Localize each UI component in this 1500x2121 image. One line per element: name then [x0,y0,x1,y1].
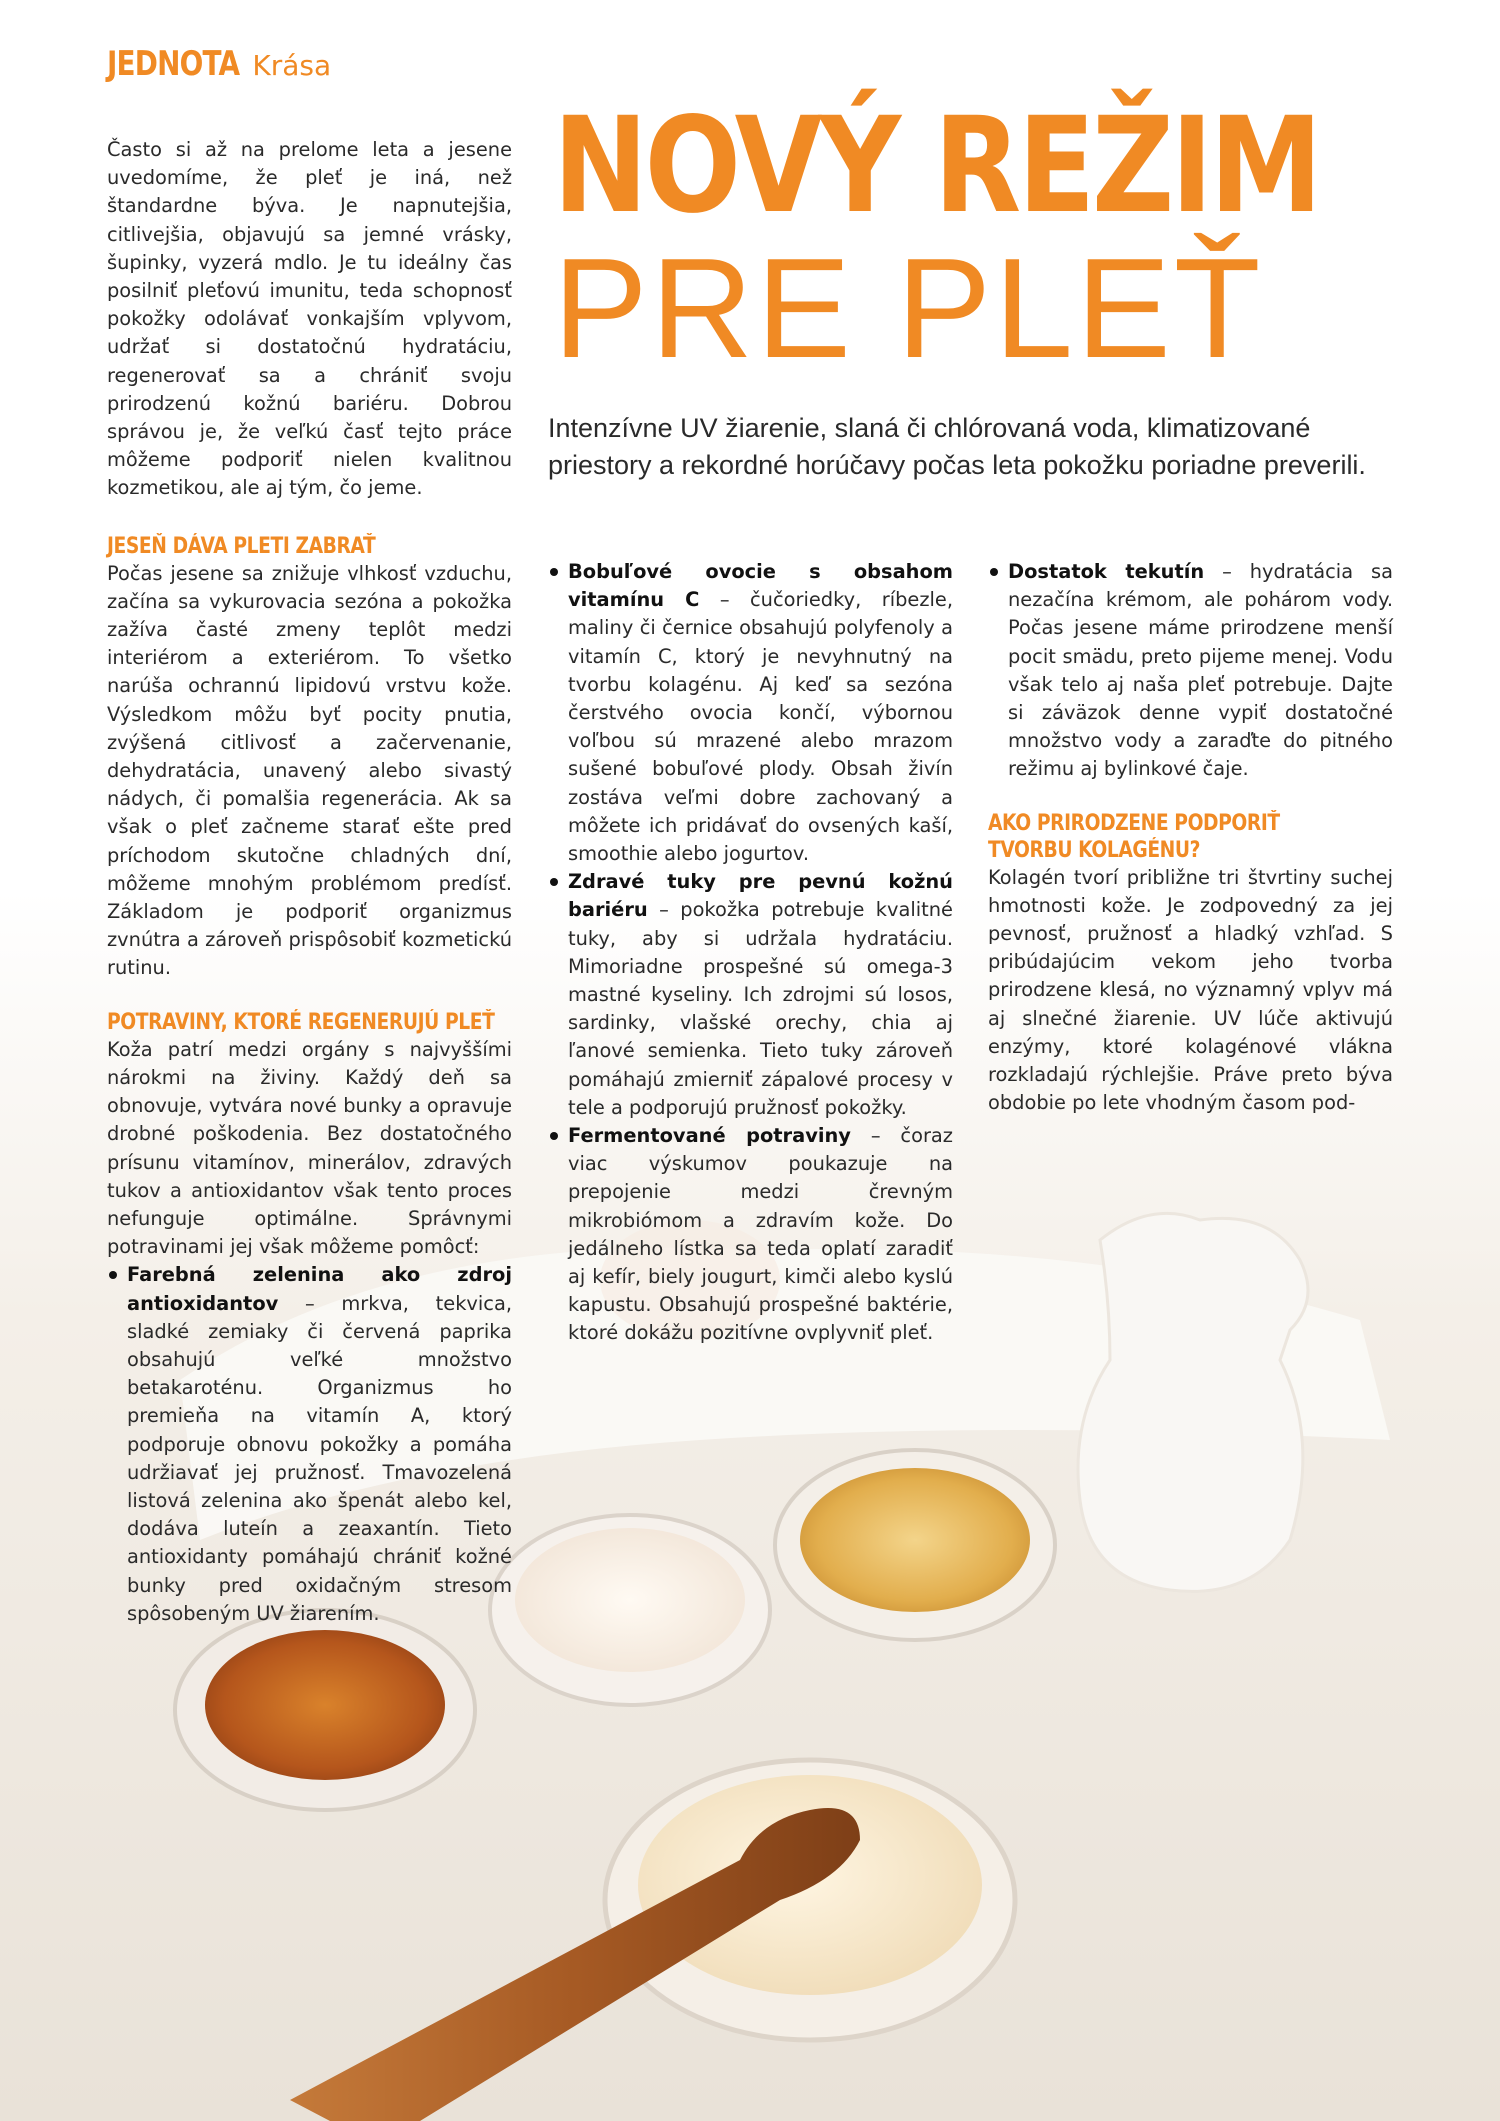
foods-list [107,1261,512,1628]
column-1 [107,136,512,1628]
magazine-header [107,44,331,84]
section-label: Krása [252,49,332,82]
list-item: Zdravé tuky pre pevnú kožnú bariéru – pokožka potrebuje kvalitné tuky, aby si udržala hydratáciu. Mimoriadne prospešné sú omega-3 mastné kyseliny. Ich zdrojmi sú losos, sardinky, vlašské orechy, chia aj ľanové semienka. Tieto tuky zároveň pomáhajú zmierniť zápalové procesy v tele a podporujú pružnosť pokožky. [548,868,953,1122]
autumn-heading: JESEŇ DÁVA PLETI ZABRAŤ [107,533,376,559]
list-item: Farebná zelenina ako zdroj antioxidantov – mrkva, tekvica, sladké zemiaky či červená paprika obsahujú veľké množstvo betakaroténu. Organizmus ho premieňa na vitamín A, ktorý podporuje obnovu pokožky a pomáha udržiavať jej pružnosť. Tmavozelená listová zelenina ako špenát alebo kel, dodáva luteín a zeaxantín. Tieto antioxidanty pomáhajú chrániť kožné bunky pred oxidačným stresom spôsobeným UV žiarením. [107,1261,512,1628]
column-3 [988,558,1393,1117]
list-item: Bobuľové ovocie s obsahom vitamínu C – čučoriedky, ríbezle, maliny či černice obsahujú polyfenoly a vitamín C, ktorý je nevyhnutný na tvorbu kolagénu. Aj keď sa sezóna čerstvého ovocia končí, výbornou voľbou sú mrazené alebo mrazom sušené bobuľové plody. Obsah živín zostáva veľmi dobre zachovaný a môžete ich pridávať do ovsených kaší, smoothie alebo jogurtov. [548,558,953,868]
article-title-line2: PRE PLEŤ [553,229,1264,388]
intro-paragraph: Často si až na prelome leta a jesene uvedomíme, že pleť je iná, než štandardne býva. Je napnutejšia, citlivejšia, objavujú sa jemné vrásky, šupinky, vyzerá mdlo. Je tu ideálny čas posilniť pleťovú imunitu, teda schopnosť pokožky odolávať vonkajším vplyvom, udržať si dostatočnú hydratáciu, regenerovať sa a chrániť svoju prirodzenú kožnú bariéru. Dobrou správou je, že veľkú časť tejto práce môžeme podporiť nielen kvalitnou kozmetikou, ale aj tým, čo jeme. [107,138,512,500]
article-title-line1: NOVÝ REŽIM [553,89,1320,243]
column-2 [548,558,953,1348]
brand-logo: JEDNOTA [107,44,240,84]
autumn-paragraph: Počas jesene sa znižuje vlhkosť vzduchu, začína sa vykurovacia sezóna a pokožka zažíva časté zmeny teplôt medzi interiérom a exteriérom. To všetko narúša ochrannú lipidovú vrstvu kože. Výsledkom môžu byť pocity pnutia, zvýšená citlivosť a začervenanie, dehydratácia, unavený alebo sivastý nádych, či pomalšia regenerácia. Ak sa však o pleť začneme starať ešte pred príchodom skutočne chladných dní, môžeme mnohým problémom predísť. Základom je podporiť organizmus zvnútra a zároveň prispôsobiť kozmetickú rutinu. [107,561,512,980]
list-item: Fermentované potraviny – čoraz viac výskumov poukazuje na prepojenie medzi črevným mikrobiómom a zdravím kože. Do jedálneho lístka sa teda oplatí zaradiť aj kefír, biely jougurt, kimči alebo kyslú kapustu. Obsahujú prospešné baktérie, ktoré dokážu pozitívne ovplyvniť pleť. [548,1122,953,1348]
foods-list-end [988,558,1393,784]
foods-heading: POTRAVINY, KTORÉ REGENERUJÚ PLEŤ [107,1009,495,1035]
article-lead: Intenzívne UV žiarenie, slaná či chlórovaná voda, klimatizované priestory a rekordné horúčavy počas leta pokožku poriadne preverili. [548,413,1366,480]
collagen-heading-line1: AKO PRIRODZENE PODPORIŤ [988,810,1280,836]
foods-paragraph: Koža patrí medzi orgány s najvyššími nárokmi na živiny. Každý deň sa obnovuje, vytvára nové bunky a opravuje drobné poškodenia. Bez dostatočného prísunu vitamínov, minerálov, zdravých tukov a antioxidantov však tento proces nefunguje optimálne. Správnymi potravinami jej však môžeme pomôcť: [107,1037,512,1259]
list-item: Dostatok tekutín – hydratácia sa nezačína krémom, ale pohárom vody. Počas jesene máme prirodzene menší pocit smädu, preto pijeme menej. Vodu však telo aj naša pleť potrebuje. Dajte si záväzok denne vypiť dostatočné množstvo vody a zaraďte do pitného režimu aj bylinkové čaje. [988,558,1393,784]
collagen-heading-line2: TVORBU KOLAGÉNU? [988,837,1201,863]
foods-list-continued [548,558,953,1348]
collagen-paragraph: Kolagén tvorí približne tri štvrtiny suchej hmotnosti kože. Je zodpovedný za jej pevnosť, pružnosť a hladký vzhľad. S pribúdajúcim vekom jeho tvorba prirodzene klesá, no významný vplyv má aj slnečné žiarenie. UV lúče aktivujú enzýmy, ktoré kolagénové vlákna rozkladajú rýchlejšie. Práve preto býva obdobie po lete vhodným časom pod- [988,865,1393,1115]
